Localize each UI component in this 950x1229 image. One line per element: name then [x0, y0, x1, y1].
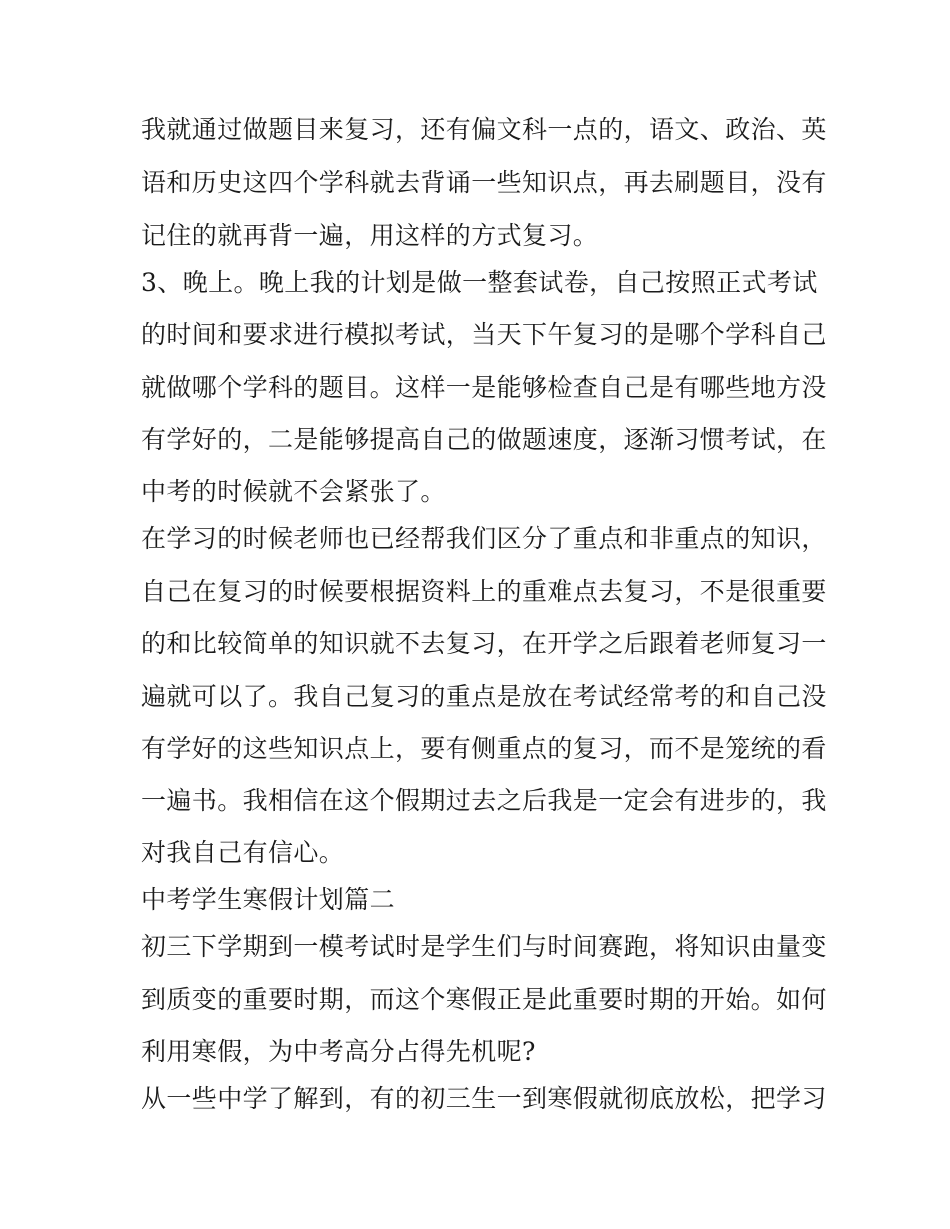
- paragraph-line: 有学好的，二是能够提高自己的做题速度，逐渐习惯考试，在: [141, 425, 827, 454]
- paragraph-line: 我就通过做题目来复习，还有偏文科一点的，语文、政治、英: [141, 115, 827, 144]
- paragraph-line: 到质变的重要时期，而这个寒假正是此重要时期的开始。如何: [141, 985, 827, 1014]
- paragraph-line: 的时间和要求进行模拟考试，当天下午复习的是哪个学科自己: [141, 320, 827, 349]
- paragraph-line: 在学习的时候老师也已经帮我们区分了重点和非重点的知识，: [141, 524, 827, 553]
- paragraph-line: 的和比较简单的知识就不去复习，在开学之后跟着老师复习一: [141, 629, 827, 658]
- paragraph-line: 从一些中学了解到，有的初三生一到寒假就彻底放松，把学习: [141, 1084, 827, 1113]
- paragraph-line: 对我自己有信心。: [141, 838, 345, 867]
- paragraph-line: 遍就可以了。我自己复习的重点是放在考试经常考的和自己没: [141, 682, 827, 711]
- paragraph-line: 中考的时候就不会紧张了。: [141, 477, 446, 506]
- paragraph-line: 有学好的这些知识点上，要有侧重点的复习，而不是笼统的看: [141, 734, 827, 763]
- section-heading: 中考学生寒假计划篇二: [141, 885, 396, 914]
- paragraph-line: 语和历史这四个学科就去背诵一些知识点，再去刷题目，没有: [141, 168, 827, 197]
- paragraph-line: 就做哪个学科的题目。这样一是能够检查自己是有哪些地方没: [141, 373, 827, 402]
- paragraph-line: 记住的就再背一遍，用这样的方式复习。: [141, 221, 599, 250]
- paragraph-line: 一遍书。我相信在这个假期过去之后我是一定会有进步的，我: [141, 786, 827, 815]
- paragraph-line: 自己在复习的时候要根据资料上的重难点去复习，不是很重要: [141, 577, 827, 606]
- paragraph-line: 利用寒假，为中考高分占得先机呢?: [141, 1037, 536, 1066]
- paragraph-line: 3、晚上。晚上我的计划是做一整套试卷，自己按照正式考试: [141, 268, 818, 297]
- paragraph-line: 初三下学期到一模考试时是学生们与时间赛跑，将知识由量变: [141, 932, 827, 961]
